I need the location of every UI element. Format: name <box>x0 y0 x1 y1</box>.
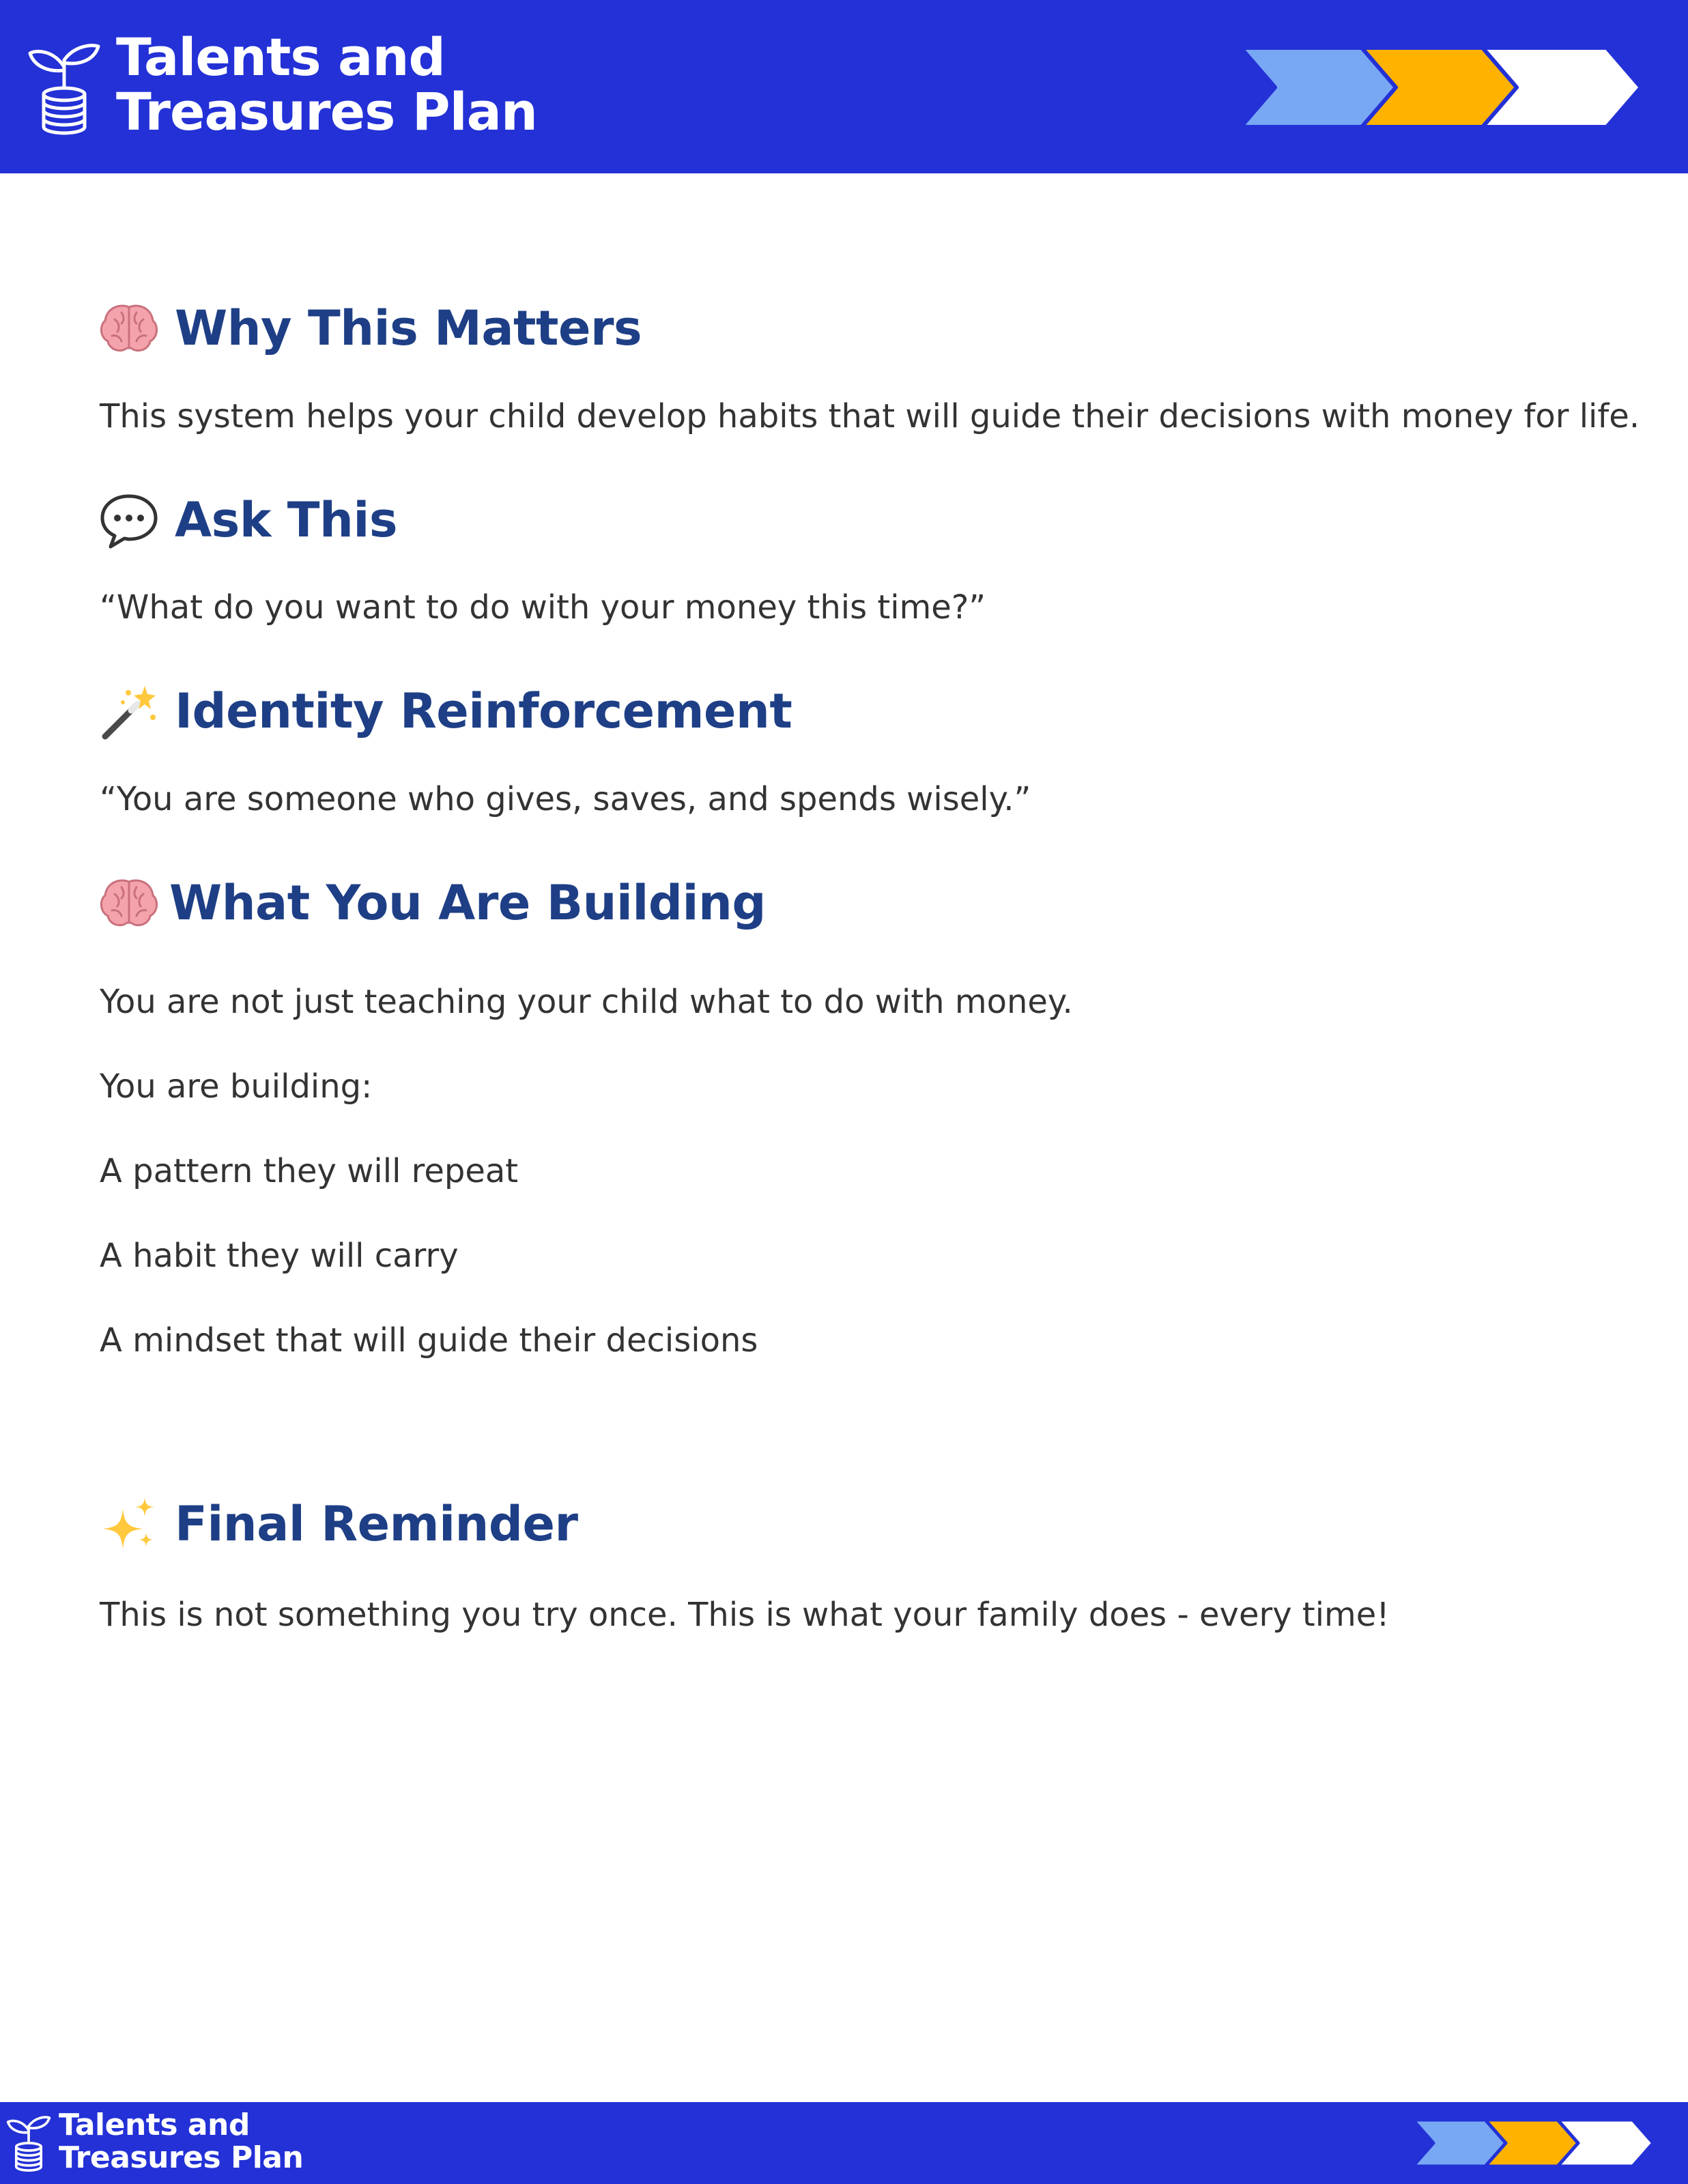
footer-title-line2: Treasures Plan <box>59 2140 304 2175</box>
why-body-text: This system helps your child develop habits that will guide their decisions with money for life. <box>100 397 1640 435</box>
plant-coins-icon <box>5 2104 52 2182</box>
heading-why-text: Why This Matters <box>175 300 642 356</box>
footer-brand-title <box>59 2109 303 2174</box>
footer-chevron-arrows-icon <box>1413 2120 1653 2166</box>
chevron-arrows-icon <box>1241 48 1641 127</box>
magic-wand-icon <box>98 680 160 742</box>
heading-why-this-matters <box>98 298 642 359</box>
heading-what-you-are-building <box>98 872 766 934</box>
heading-final-text: Final Reminder <box>175 1496 578 1552</box>
page-header <box>0 0 1688 173</box>
footer-title-line1: Talents and <box>59 2108 250 2142</box>
heading-identity-text: Identity Reinforcement <box>175 683 792 739</box>
header-title-line1: Talents and <box>116 27 445 87</box>
sparkles-icon <box>98 1493 160 1555</box>
brain-icon <box>98 298 160 359</box>
speech-bubble-icon <box>98 489 160 551</box>
building-list-item: A pattern they will repeat <box>100 1152 519 1190</box>
heading-identity-reinforcement <box>98 680 792 742</box>
ask-body-text: “What do you want to do with your money this time?” <box>100 588 986 627</box>
header-title-line2: Treasures Plan <box>116 81 538 142</box>
brain-icon <box>98 872 160 934</box>
header-brand-title <box>116 27 538 142</box>
plant-coins-icon <box>26 40 102 136</box>
building-list-item: A habit they will carry <box>100 1237 459 1275</box>
heading-final-reminder <box>98 1493 578 1555</box>
building-paragraph: You are building: <box>100 1067 373 1106</box>
building-paragraph: You are not just teaching your child what to do with money. <box>100 983 1073 1021</box>
building-list-item: A mindset that will guide their decisions <box>100 1321 758 1360</box>
heading-ask-this <box>98 489 397 551</box>
heading-building-text: What You Are Building <box>169 875 766 931</box>
heading-ask-text: Ask This <box>175 492 398 548</box>
identity-body-text: “You are someone who gives, saves, and spends wisely.” <box>100 780 1031 818</box>
final-body-text: This is not something you try once. This is what your family does - every time! <box>100 1596 1390 1634</box>
